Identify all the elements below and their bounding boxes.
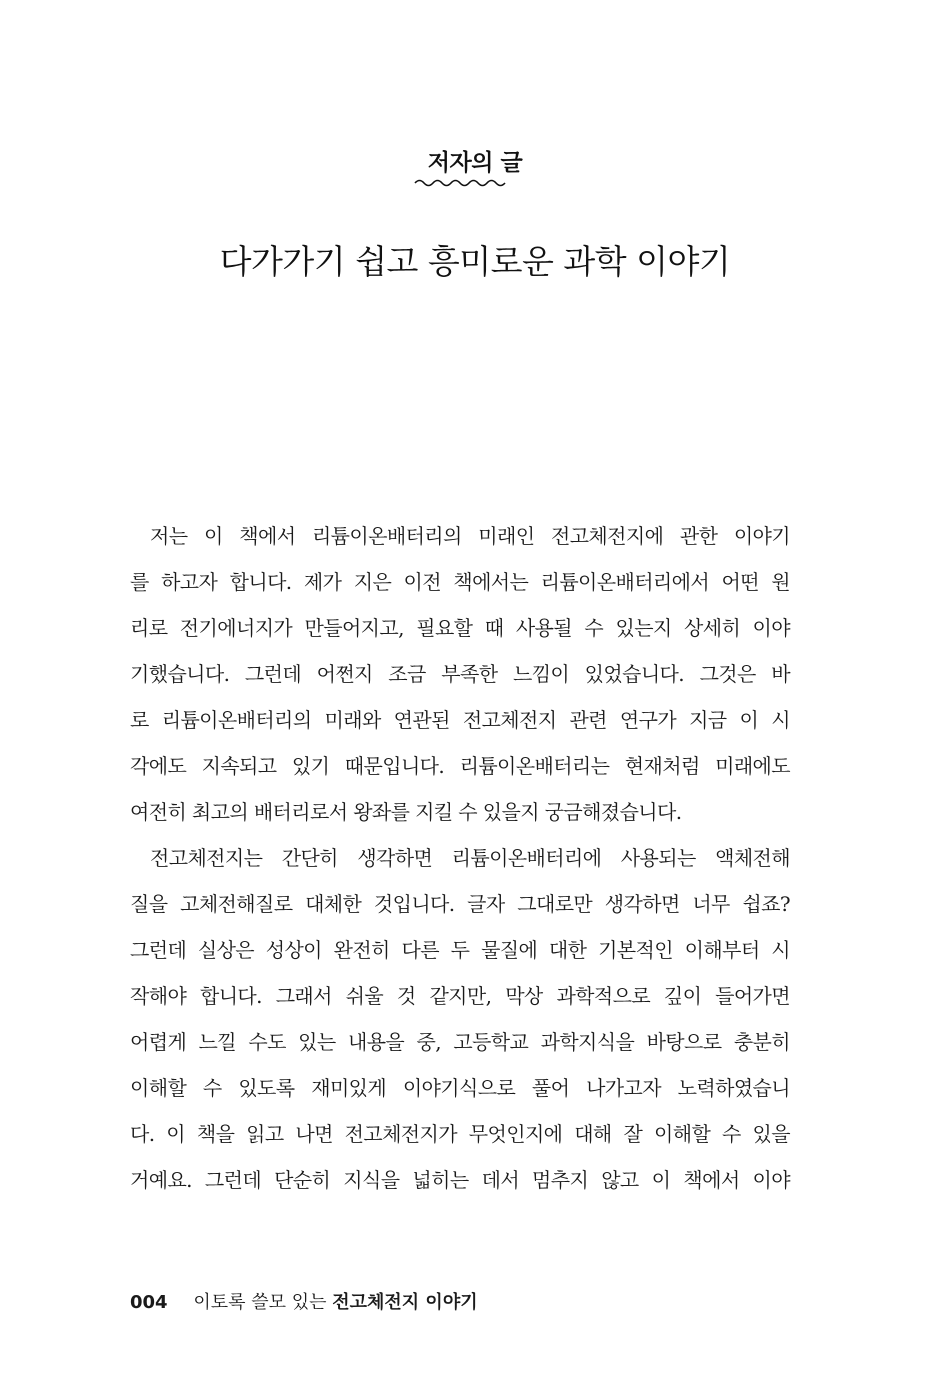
body-line: 기했습니다. 그런데 어쩐지 조금 부족한 느낌이 있었습니다. 그것은 바 [130, 662, 790, 686]
chapter-title: 다가가기 쉽고 흥미로운 과학 이야기 [219, 242, 731, 281]
book-title-prefix: 이토록 쓸모 있는 [193, 1292, 327, 1313]
body-line: 어렵게 느낄 수도 있는 내용을 중, 고등학교 과학지식을 바탕으로 충분히 [130, 1030, 790, 1054]
body-line: 작해야 합니다. 그래서 쉬울 것 같지만, 막상 과학적으로 깊이 들어가면 [130, 984, 790, 1008]
body-text [130, 513, 790, 1203]
body-line: 리로 전기에너지가 만들어지고, 필요할 때 사용될 수 있는지 상세히 이야 [130, 616, 790, 640]
body-line: 로 리튬이온배터리의 미래와 연관된 전고체전지 관련 연구가 지금 이 시 [130, 708, 790, 732]
page-number: 004 [130, 1292, 168, 1313]
body-line: 그런데 실상은 성상이 완전히 다른 두 물질에 대한 기본적인 이해부터 시 [130, 938, 790, 962]
wave-divider [414, 178, 506, 188]
body-line: 다. 이 책을 읽고 나면 전고체전지가 무엇인지에 대해 잘 이해할 수 있을 [130, 1122, 790, 1146]
book-title-bold: 전고체전지 이야기 [332, 1292, 478, 1313]
section-label: 저자의 글 [427, 150, 523, 176]
body-line: 전고체전지는 간단히 생각하면 리튬이온배터리에 사용되는 액체전해 [150, 846, 790, 870]
body-line: 여전히 최고의 배터리로서 왕좌를 지킬 수 있을지 궁금해졌습니다. [130, 800, 682, 824]
body-line: 이해할 수 있도록 재미있게 이야기식으로 풀어 나가고자 노력하였습니 [130, 1076, 790, 1100]
body-line: 질을 고체전해질로 대체한 것입니다. 글자 그대로만 생각하면 너무 쉽죠? [130, 892, 790, 916]
body-line: 각에도 지속되고 있기 때문입니다. 리튬이온배터리는 현재처럼 미래에도 [130, 754, 790, 778]
body-line: 를 하고자 합니다. 제가 지은 이전 책에서는 리튬이온배터리에서 어떤 원 [130, 570, 790, 594]
body-line: 거예요. 그런데 단순히 지식을 넓히는 데서 멈추지 않고 이 책에서 이야 [130, 1168, 790, 1192]
body-line: 저는 이 책에서 리튬이온배터리의 미래인 전고체전지에 관한 이야기 [150, 524, 790, 548]
page-footer [130, 1288, 478, 1314]
